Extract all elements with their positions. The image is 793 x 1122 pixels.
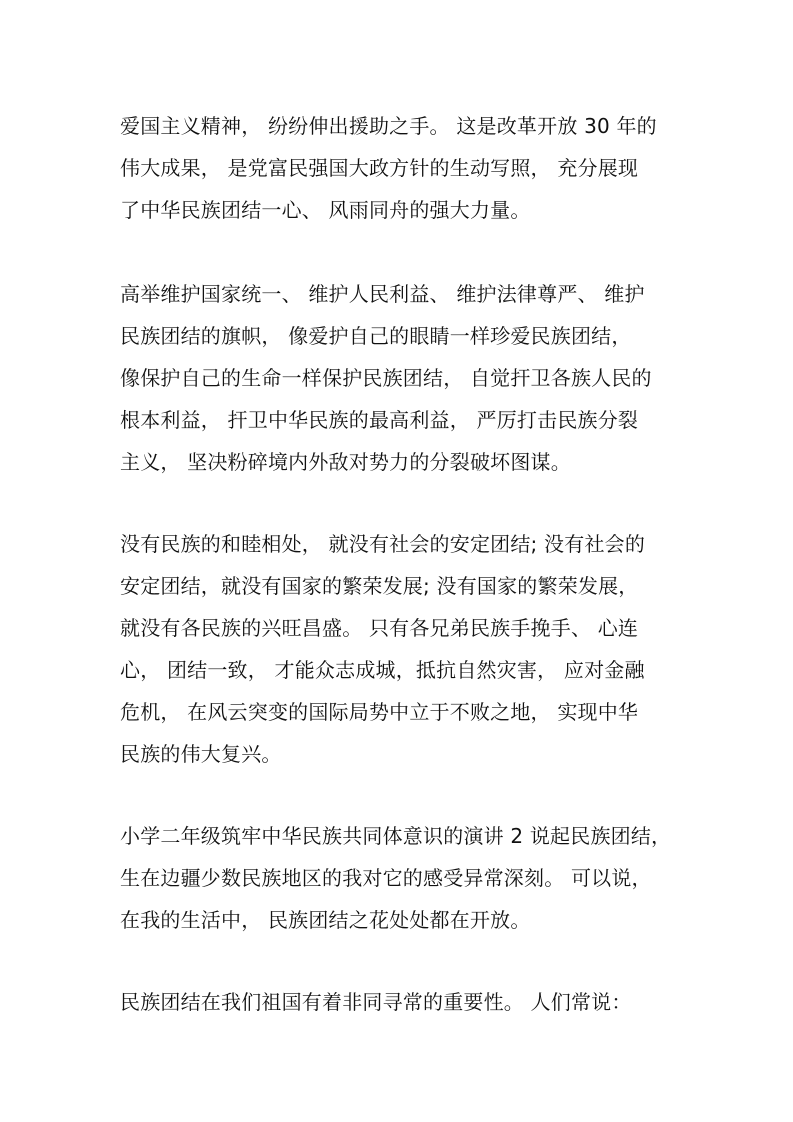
paragraph-3-line-3: 就没有各民族的兴旺昌盛。 只有各兄弟民族手挽手、 心连: [120, 616, 639, 640]
paragraph-3-line-1: 没有民族的和睦相处， 就没有社会的安定团结; 没有社会的: [120, 532, 646, 556]
paragraph-4-line-3: 在我的生活中， 民族团结之花处处都在开放。: [120, 908, 531, 932]
paragraph-2-line-5: 主义， 坚决粉碎境内外敌对势力的分裂破坏图谋。: [120, 450, 571, 474]
paragraph-1-line-1: 爱国主义精神， 纷纷伸出援助之手。 这是改革开放 30 年的: [120, 114, 657, 138]
paragraph-3-line-4: 心， 团结一致， 才能众志成城，抵抗自然灾害， 应对金融: [120, 658, 645, 682]
paragraph-3-line-6: 民族的伟大复兴。: [120, 742, 282, 766]
paragraph-4-line-1: 小学二年级筑牢中华民族共同体意识的演讲 2 说起民族团结，: [120, 824, 672, 848]
paragraph-2-line-4: 根本利益， 扞卫中华民族的最高利益， 严厉打击民族分裂: [120, 408, 639, 432]
paragraph-4-line-2: 生在边疆少数民族地区的我对它的感受异常深刻。 可以说，: [120, 866, 652, 890]
paragraph-2-line-3: 像保护自己的生命一样保护民族团结， 自觉扞卫各族人民的: [120, 366, 652, 390]
paragraph-3-line-5: 危机， 在风云突变的国际局势中立于不败之地， 实现中华: [120, 700, 639, 724]
paragraph-2-line-1: 高举维护国家统一、 维护人民利益、 维护法律尊严、 维护: [120, 282, 645, 306]
paragraph-3-line-2: 安定团结，就没有国家的繁荣发展; 没有国家的繁荣发展，: [120, 574, 639, 598]
paragraph-1-line-2: 伟大成果， 是党富民强国大政方针的生动写照， 充分展现: [120, 156, 639, 180]
paragraph-1-line-3: 了中华民族团结一心、 风雨同舟的强大力量。: [120, 198, 531, 222]
paragraph-5-line-1: 民族团结在我们祖国有着非同寻常的重要性。 人们常说：: [120, 990, 632, 1014]
paragraph-2-line-2: 民族团结的旗帜， 像爱护自己的眼睛一样珍爱民族团结，: [120, 324, 632, 348]
